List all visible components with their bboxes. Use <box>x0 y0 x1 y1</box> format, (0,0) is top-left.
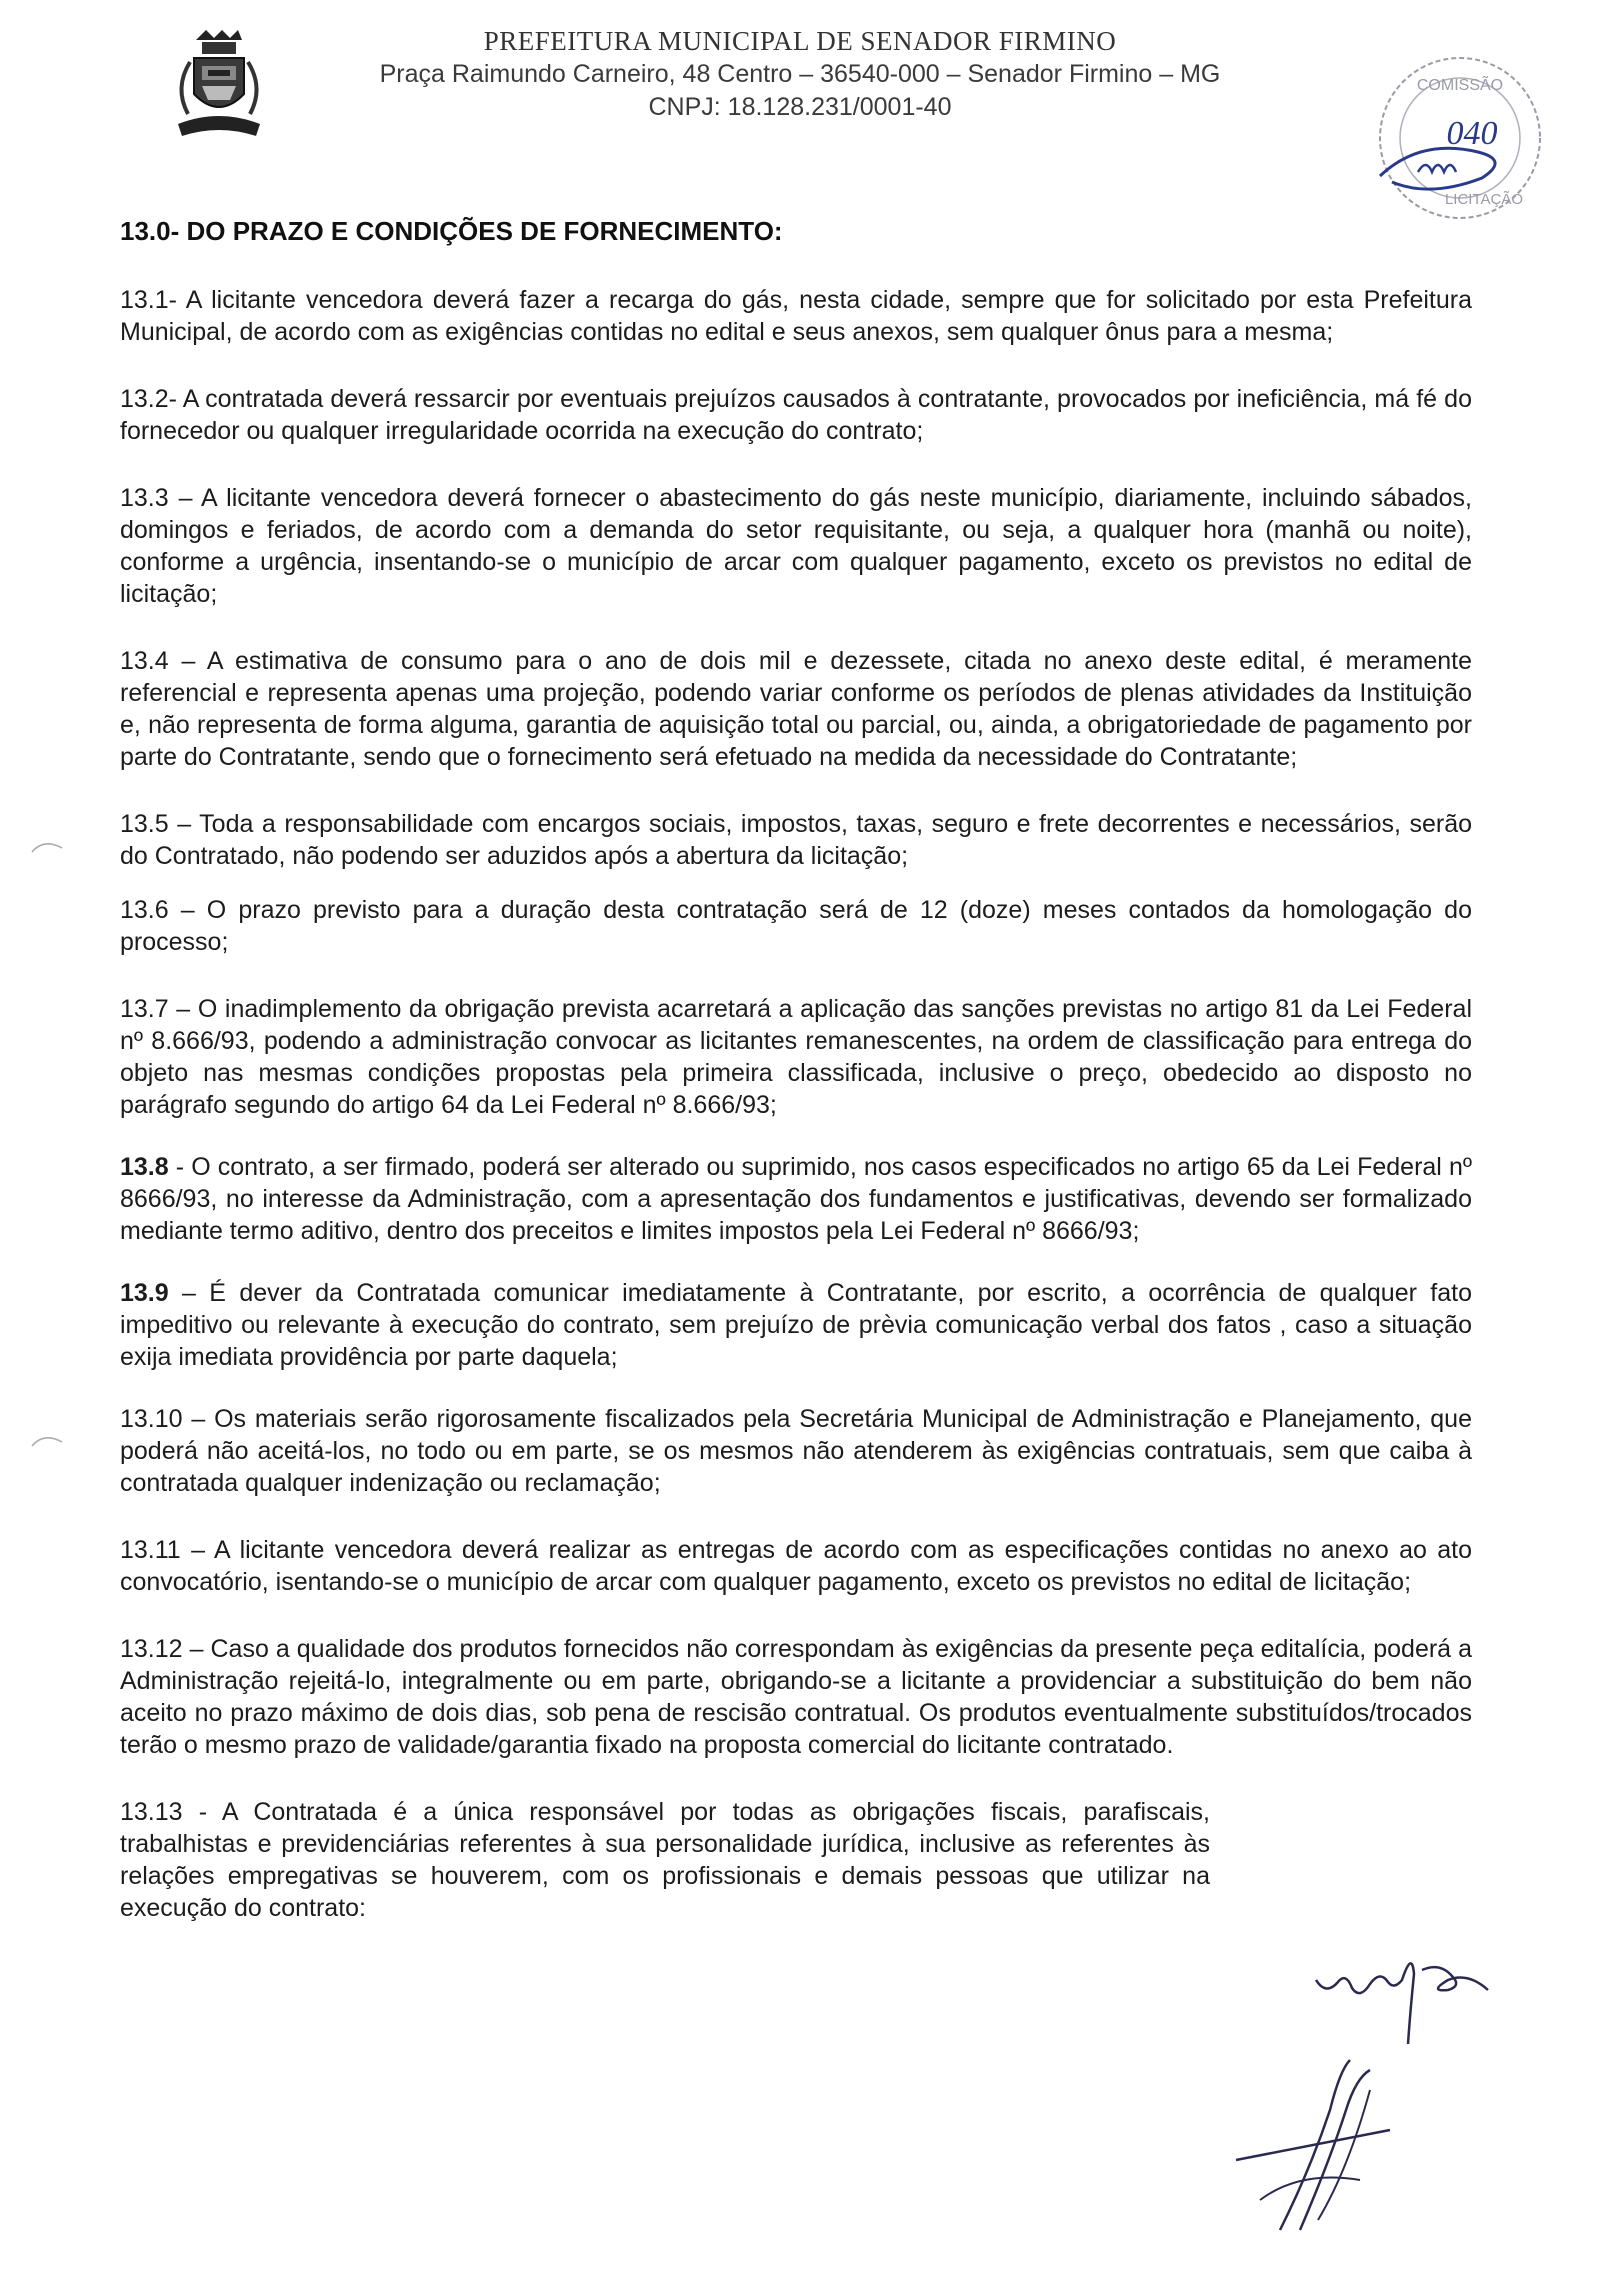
clause-number: 13.3 <box>120 484 169 512</box>
stamp-page-number: 040 <box>1446 115 1498 152</box>
signature-icon <box>1220 2050 1410 2240</box>
clause-13-4 <box>120 645 1472 773</box>
municipality-address: Praça Raimundo Carneiro, 48 Centro – 36540-000 – Senador Firmino – MG <box>379 60 1221 88</box>
clause-13-12 <box>120 1633 1472 1761</box>
clause-number: 13.4 <box>120 647 169 675</box>
clause-13-6 <box>120 894 1472 958</box>
clause-text: - A Contratada é a única responsável por todas as obrigações fiscais, parafiscais, trabalhistas e previdenciárias referentes à sua personalidade jurídica, inclusive as referentes às relações empregativas se houverem, com os profissionais e demais pessoas que utilizar na execução do contrato: <box>120 1798 1210 1922</box>
clause-number: 13.12 <box>120 1635 183 1663</box>
clause-text: – O inadimplemento da obrigação prevista acarretará a aplicação das sanções previstas no artigo 81 da Lei Federal nº 8.666/93, podendo a administração convocar as licitantes remanescentes, na ordem de classificação para entrega do objeto nas mesmas condições propostas pela primeira classificada, inclusive o preço, obedecido ao disposto no parágrafo segundo do artigo 64 da Lei Federal nº 8.666/93; <box>120 995 1472 1119</box>
clause-number: 13.1- <box>120 286 177 314</box>
clause-13-1 <box>120 284 1472 348</box>
clause-13-11 <box>120 1534 1472 1598</box>
margin-mark-icon <box>30 1432 66 1452</box>
clause-number: 13.7 <box>120 995 169 1023</box>
clause-number: 13.8 <box>120 1153 169 1181</box>
clause-text: – A estimativa de consumo para o ano de dois mil e dezessete, citada no anexo deste edital, é meramente referencial e representa apenas uma projeção, podendo variar conforme os períodos de plenas atividades da Instituição e, não representa de forma alguma, garantia de aquisição total ou parcial, ou, ainda, a obrigatoriedade de pagamento por parte do Contratante, sendo que o fornecimento será efetuado na medida da necessidade do Contratante; <box>120 647 1472 771</box>
stamp-top-text: COMISSÃO <box>1416 77 1504 94</box>
clause-number: 13.5 <box>120 810 169 838</box>
clause-number: 13.13 <box>120 1798 183 1826</box>
clause-number: 13.2- <box>120 385 177 413</box>
clause-13-5 <box>120 808 1472 872</box>
licitacao-commission-stamp-icon <box>1360 48 1560 228</box>
clause-text: - O contrato, a ser firmado, poderá ser alterado ou suprimido, nos casos especificados no artigo 65 da Lei Federal nº 8666/93, no interesse da Administração, com a apresentação dos fundamentos e justificativas, devendo ser formalizado mediante termo aditivo, dentro dos preceitos e limites impostos pela Lei Federal nº 8666/93; <box>120 1153 1472 1245</box>
clause-text: – Os materiais serão rigorosamente fiscalizados pela Secretária Municipal de Administração e Planejamento, que poderá não aceitá-los, no todo ou em parte, se os mesmos não atenderem às exigências contratuais, sem que caiba à contratada qualquer indenização ou reclamação; <box>120 1405 1472 1497</box>
clause-number: 13.10 <box>120 1405 183 1433</box>
clause-13-10 <box>120 1403 1472 1499</box>
clause-13-9 <box>120 1277 1472 1373</box>
initials-signature-icon <box>1310 1940 1520 2050</box>
clause-13-13 <box>120 1796 1210 1924</box>
section-title: 13.0- DO PRAZO E CONDIÇÕES DE FORNECIMENTO: <box>120 216 783 246</box>
clause-text: A contratada deverá ressarcir por eventuais prejuízos causados à contratante, provocados por ineficiência, má fé do fornecedor ou qualquer irregularidade ocorrida na execução do contrato; <box>120 385 1472 445</box>
clause-13-8 <box>120 1151 1472 1247</box>
clause-number: 13.9 <box>120 1279 169 1307</box>
municipality-cnpj: CNPJ: 18.128.231/0001-40 <box>648 93 952 121</box>
letterhead <box>300 24 1300 124</box>
stamp-bottom-text: LICITAÇÃO <box>1444 191 1524 208</box>
clause-text: – Caso a qualidade dos produtos fornecidos não correspondam às exigências da presente peça editalícia, poderá a Administração rejeitá-lo, integralmente ou em parte, obrigando-se a licitante a providenciar a substituição do bem não aceito no prazo máximo de dois dias, sob pena de rescisão contratual. Os produtos eventualmente substituídos/trocados terão o mesmo prazo de validade/garantia fixado na proposta comercial do licitante contratado. <box>120 1635 1472 1759</box>
margin-mark-icon <box>30 838 66 858</box>
clause-text: – A licitante vencedora deverá fornecer o abastecimento do gás neste município, diariamente, incluindo sábados, domingos e feriados, de acordo com a demanda do setor requisitante, ou seja, a qualquer hora (manhã ou noite), conforme a urgência, insentando-se o município de arcar com qualquer pagamento, exceto os previstos no edital de licitação; <box>120 484 1472 608</box>
clause-text: A licitante vencedora deverá fazer a recarga do gás, nesta cidade, sempre que for solicitado por esta Prefeitura Municipal, de acordo com as exigências contidas no edital e seus anexos, sem qualquer ônus para a mesma; <box>120 286 1472 346</box>
clause-13-3 <box>120 482 1472 610</box>
clause-number: 13.11 <box>120 1536 181 1564</box>
clause-text: – É dever da Contratada comunicar imediatamente à Contratante, por escrito, a ocorrência de qualquer fato impeditivo ou relevante à execução do contrato, sem prejuízo de prèvia comunicação verbal dos fatos , caso a situação exija imediata providência por parte daquela; <box>120 1279 1472 1371</box>
clauses-list <box>120 284 1472 1959</box>
clause-13-2 <box>120 383 1472 447</box>
clause-text: – O prazo previsto para a duração desta contratação será de 12 (doze) meses contados da homologação do processo; <box>120 896 1472 956</box>
clause-text: – Toda a responsabilidade com encargos sociais, impostos, taxas, seguro e frete decorrentes e necessários, serão do Contratado, não podendo ser aduzidos após a abertura da licitação; <box>120 810 1472 870</box>
clause-number: 13.6 <box>120 896 169 924</box>
municipal-coat-of-arms-icon <box>168 28 270 146</box>
municipality-name: PREFEITURA MUNICIPAL DE SENADOR FIRMINO <box>483 26 1117 56</box>
clause-text: – A licitante vencedora deverá realizar as entregas de acordo com as especificações contidas no anexo ao ato convocatório, isentando-se o município de arcar com qualquer pagamento, exceto os previstos no edital de licitação; <box>120 1536 1472 1596</box>
clause-13-7 <box>120 993 1472 1121</box>
